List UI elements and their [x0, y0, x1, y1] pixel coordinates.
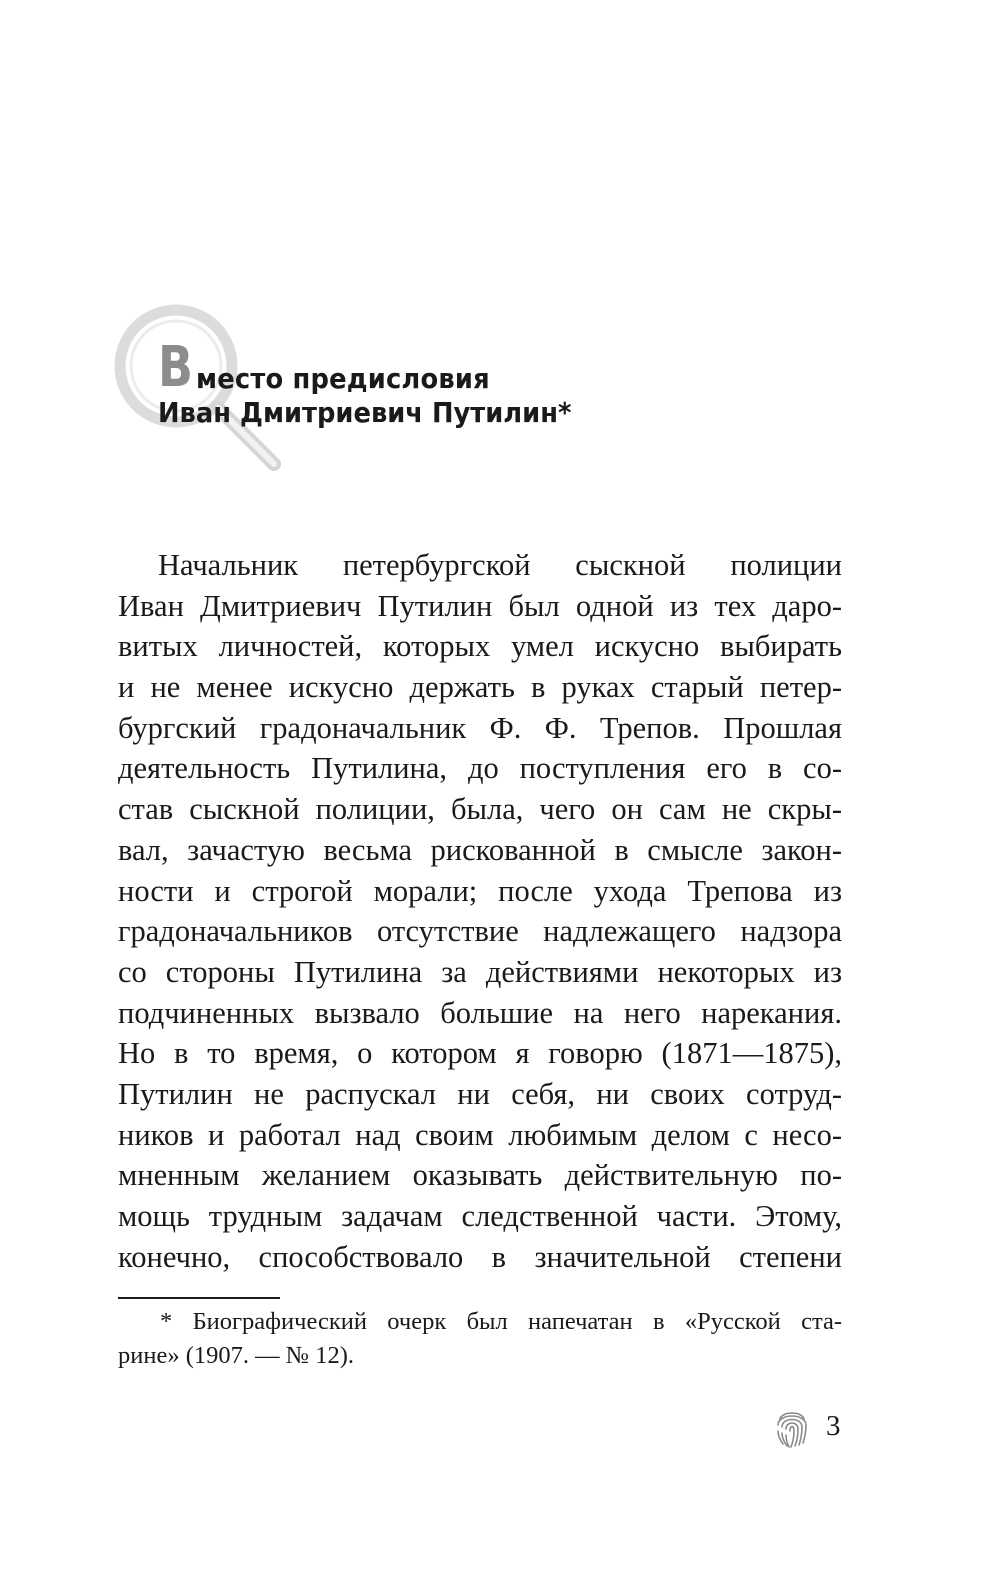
chapter-title-rest: место предисловия: [196, 362, 490, 395]
drop-cap: В: [158, 335, 194, 400]
body-line: и не менее искусно держать в руках старый петер-: [118, 670, 842, 705]
fingerprint-icon: [774, 1405, 810, 1449]
body-line: Путилин не распускал ни себя, ни своих сотруд-: [118, 1076, 842, 1111]
footnote-line: * Биографический очерк был напечатан в «Русской ста-: [160, 1308, 842, 1335]
footnote-divider: [118, 1297, 280, 1299]
chapter-heading: [158, 335, 607, 430]
body-line: ности и строгой морали; после ухода Трепова из: [118, 873, 842, 908]
body-line: Но в то время, о котором я говорю (1871—1875),: [118, 1036, 842, 1071]
chapter-title: [158, 335, 607, 400]
page-number: 3: [826, 1410, 841, 1442]
body-line: деятельность Путилина, до поступления его в со-: [118, 751, 842, 786]
body-line: став сыскной полиции, была, чего он сам не скры-: [118, 792, 842, 827]
body-line: мощь трудным задачам следственной части. Этому,: [118, 1199, 842, 1233]
body-line: ников и работал над своим любимым делом с несо-: [118, 1117, 842, 1152]
body-line: конечно, способствовало в значительной степени: [118, 1239, 842, 1274]
body-line: Начальник петербургской сыскной полиции: [158, 548, 842, 582]
body-paragraph: [118, 545, 842, 1277]
body-line: со стороны Путилина за действиями некоторых из: [118, 954, 842, 989]
body-line: бургский градоначальник Ф. Ф. Трепов. Прошлая: [118, 710, 842, 745]
body-line: мненным желанием оказывать действительную по-: [118, 1158, 842, 1193]
footnote: [118, 1305, 842, 1373]
body-line: витых личностей, которых умел искусно выбирать: [118, 629, 842, 664]
body-line: Иван Дмитриевич Путилин был одной из тех даро-: [118, 588, 842, 623]
body-line: подчиненных вызвало большие на него нарекания.: [118, 995, 842, 1030]
chapter-subtitle: Иван Дмитриевич Путилин*: [158, 396, 572, 429]
body-line: градоначальников отсутствие надлежащего надзора: [118, 914, 842, 949]
footnote-line: рине» (1907. — № 12).: [118, 1342, 355, 1369]
body-line: вал, зачастую весьма рискованной в смысле закон-: [118, 832, 842, 867]
